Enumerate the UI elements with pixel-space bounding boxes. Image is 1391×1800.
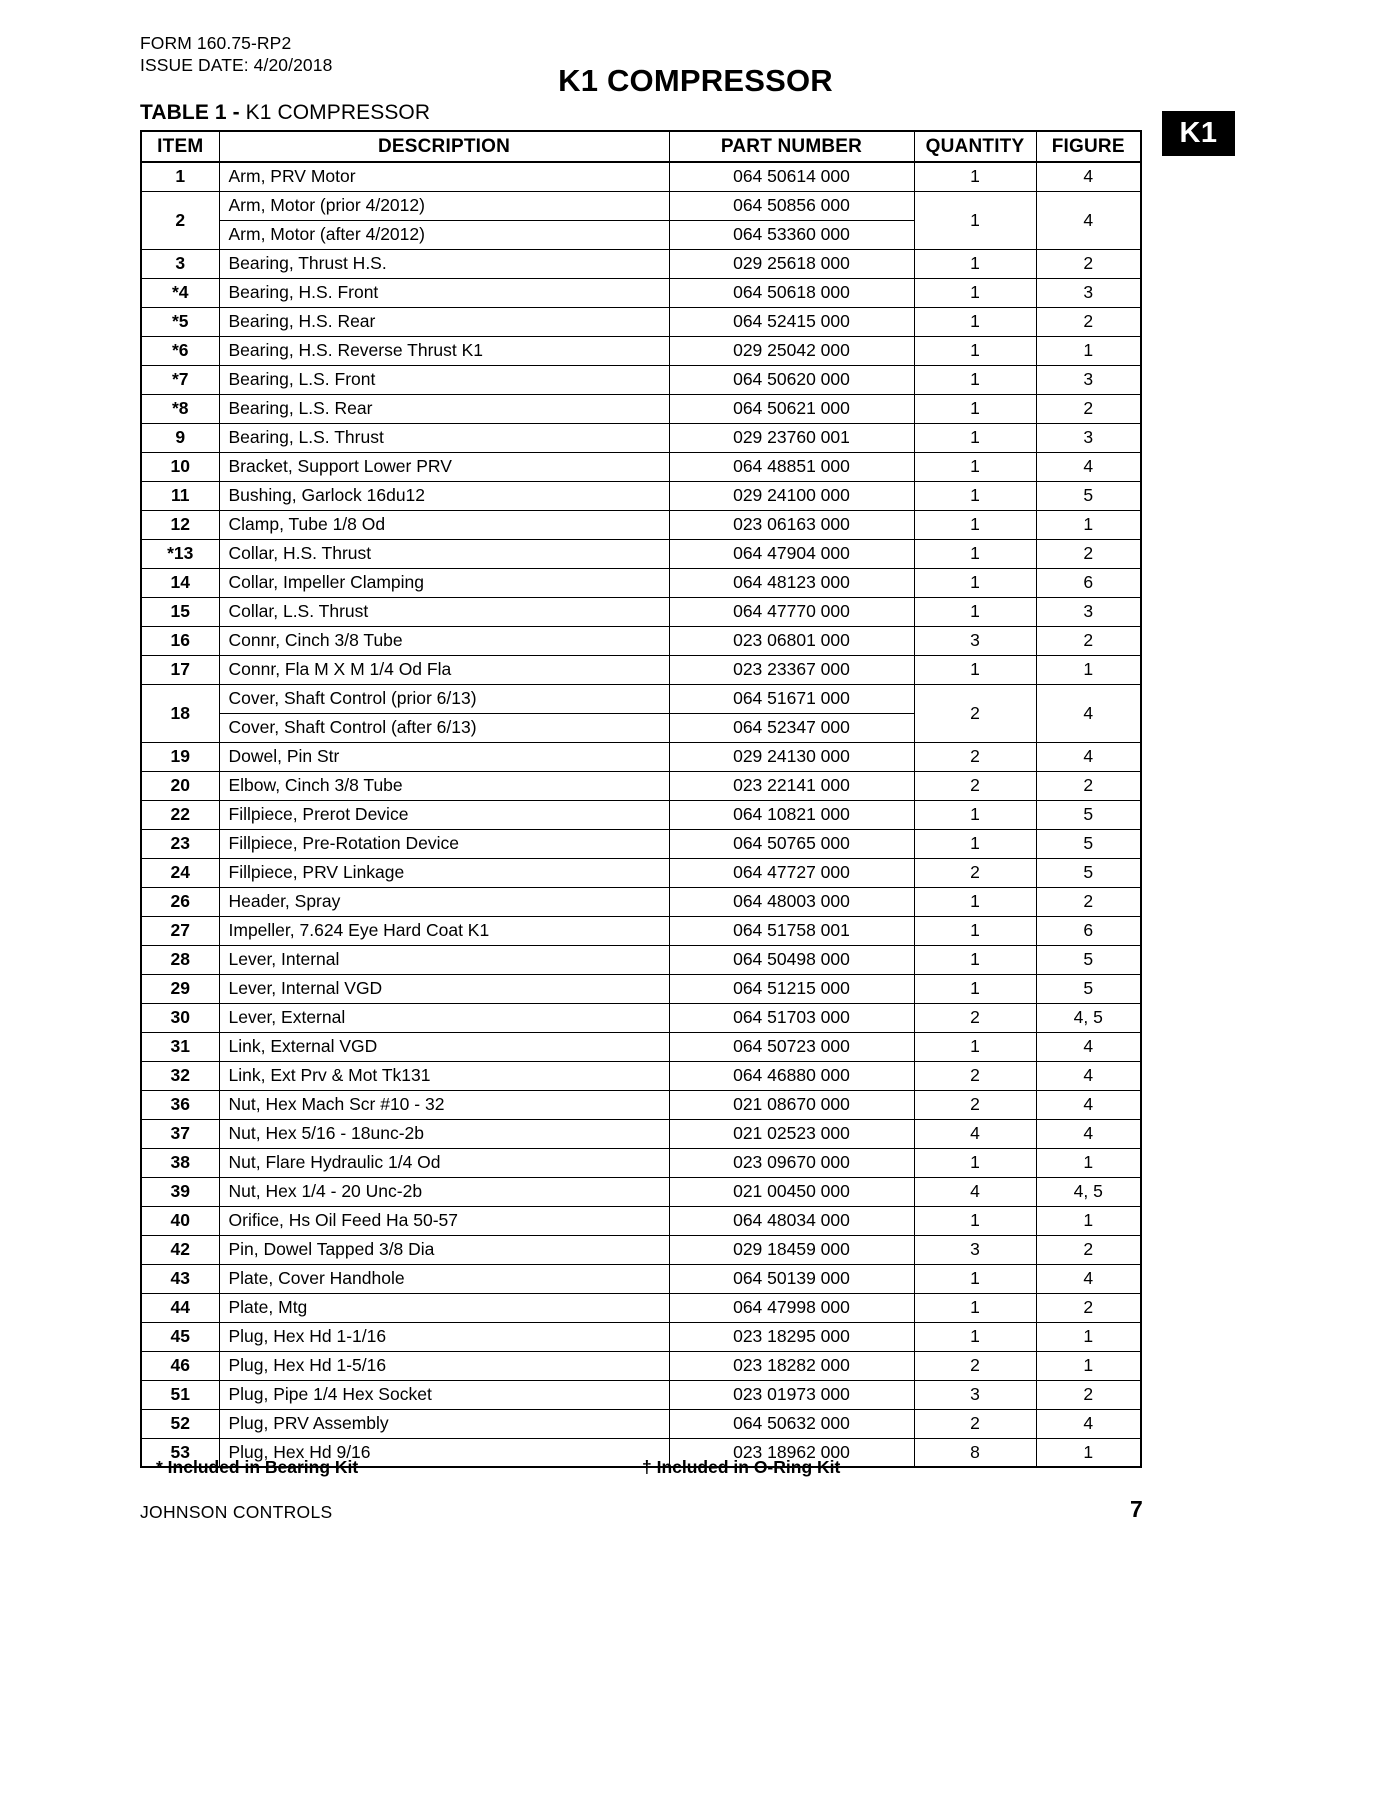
cell-quantity: 4	[914, 1177, 1036, 1206]
cell-description: Header, Spray	[219, 887, 669, 916]
cell-quantity: 2	[914, 1409, 1036, 1438]
table-row	[141, 1322, 1141, 1351]
cell-quantity: 1	[914, 800, 1036, 829]
cell-part-number: 029 25042 000	[669, 336, 914, 365]
cell-quantity: 8	[914, 1438, 1036, 1467]
page-title: K1 COMPRESSOR	[558, 63, 833, 98]
table-row	[141, 1380, 1141, 1409]
cell-part-number: 023 23367 000	[669, 655, 914, 684]
table-row	[141, 771, 1141, 800]
cell-part-number: 023 18295 000	[669, 1322, 914, 1351]
cell-quantity: 2	[914, 858, 1036, 887]
cell-figure: 4	[1036, 191, 1141, 249]
cell-figure: 4, 5	[1036, 1003, 1141, 1032]
cell-item: 45	[141, 1322, 219, 1351]
cell-figure: 2	[1036, 539, 1141, 568]
cell-description: Collar, L.S. Thrust	[219, 597, 669, 626]
cell-quantity: 1	[914, 452, 1036, 481]
cell-figure: 3	[1036, 365, 1141, 394]
table-row	[141, 1090, 1141, 1119]
cell-item: 11	[141, 481, 219, 510]
cell-description: Clamp, Tube 1/8 Od	[219, 510, 669, 539]
cell-item: 2	[141, 191, 219, 249]
cell-quantity: 1	[914, 394, 1036, 423]
cell-item: 18	[141, 684, 219, 742]
cell-quantity: 1	[914, 162, 1036, 191]
cell-item: *7	[141, 365, 219, 394]
cell-part-number: 064 50139 000	[669, 1264, 914, 1293]
cell-figure: 5	[1036, 481, 1141, 510]
cell-figure: 5	[1036, 829, 1141, 858]
cell-description: Link, External VGD	[219, 1032, 669, 1061]
cell-part-number: 064 50765 000	[669, 829, 914, 858]
table-row	[141, 1148, 1141, 1177]
cell-quantity: 1	[914, 1206, 1036, 1235]
cell-quantity: 3	[914, 1235, 1036, 1264]
cell-description: Lever, External	[219, 1003, 669, 1032]
cell-item: 29	[141, 974, 219, 1003]
cell-item: *6	[141, 336, 219, 365]
table-row	[141, 1293, 1141, 1322]
cell-quantity: 1	[914, 974, 1036, 1003]
table-row	[141, 162, 1141, 191]
cell-part-number: 023 18962 000	[669, 1438, 914, 1467]
cell-part-number: 064 50856 000	[669, 191, 914, 220]
cell-description: Impeller, 7.624 Eye Hard Coat K1	[219, 916, 669, 945]
table-row	[141, 684, 1141, 713]
cell-part-number: 023 01973 000	[669, 1380, 914, 1409]
cell-item: 30	[141, 1003, 219, 1032]
cell-figure: 4, 5	[1036, 1177, 1141, 1206]
cell-figure: 4	[1036, 1264, 1141, 1293]
cell-item: 28	[141, 945, 219, 974]
cell-item: 43	[141, 1264, 219, 1293]
cell-figure: 2	[1036, 1380, 1141, 1409]
cell-figure: 1	[1036, 1148, 1141, 1177]
table-row	[141, 742, 1141, 771]
cell-description: Arm, Motor (after 4/2012)	[219, 220, 669, 249]
footer-company: JOHNSON CONTROLS	[140, 1502, 333, 1522]
cell-quantity: 1	[914, 887, 1036, 916]
cell-figure: 2	[1036, 1235, 1141, 1264]
table-row	[141, 829, 1141, 858]
column-header-part-number: PART NUMBER	[669, 131, 914, 162]
cell-part-number: 064 48123 000	[669, 568, 914, 597]
cell-part-number: 021 08670 000	[669, 1090, 914, 1119]
cell-figure: 4	[1036, 1090, 1141, 1119]
table-row	[141, 423, 1141, 452]
cell-description: Nut, Hex 1/4 - 20 Unc-2b	[219, 1177, 669, 1206]
cell-figure: 4	[1036, 452, 1141, 481]
table-row	[141, 916, 1141, 945]
cell-description: Connr, Cinch 3/8 Tube	[219, 626, 669, 655]
cell-figure: 4	[1036, 162, 1141, 191]
table-caption	[140, 101, 430, 125]
cell-figure: 5	[1036, 974, 1141, 1003]
cell-description: Connr, Fla M X M 1/4 Od Fla	[219, 655, 669, 684]
footnote-oring-kit: † Included in O-Ring Kit	[642, 1457, 841, 1477]
cell-description: Nut, Flare Hydraulic 1/4 Od	[219, 1148, 669, 1177]
table-row	[141, 307, 1141, 336]
cell-quantity: 3	[914, 626, 1036, 655]
cell-item: 17	[141, 655, 219, 684]
cell-part-number: 023 18282 000	[669, 1351, 914, 1380]
issue-date: ISSUE DATE: 4/20/2018	[140, 55, 333, 75]
column-header-figure: FIGURE	[1036, 131, 1141, 162]
cell-item: 40	[141, 1206, 219, 1235]
cell-quantity: 1	[914, 481, 1036, 510]
cell-description: Cover, Shaft Control (prior 6/13)	[219, 684, 669, 713]
cell-figure: 3	[1036, 278, 1141, 307]
cell-item: 16	[141, 626, 219, 655]
cell-item: 36	[141, 1090, 219, 1119]
cell-description: Bracket, Support Lower PRV	[219, 452, 669, 481]
cell-quantity: 1	[914, 1264, 1036, 1293]
cell-description: Plate, Mtg	[219, 1293, 669, 1322]
cell-part-number: 064 50618 000	[669, 278, 914, 307]
cell-quantity: 1	[914, 829, 1036, 858]
cell-description: Plug, Hex Hd 1-5/16	[219, 1351, 669, 1380]
cell-figure: 1	[1036, 1351, 1141, 1380]
table-row	[141, 858, 1141, 887]
cell-item: 52	[141, 1409, 219, 1438]
cell-description: Fillpiece, Prerot Device	[219, 800, 669, 829]
table-row	[141, 1119, 1141, 1148]
cell-description: Fillpiece, PRV Linkage	[219, 858, 669, 887]
cell-description: Lever, Internal	[219, 945, 669, 974]
cell-figure: 4	[1036, 1409, 1141, 1438]
cell-description: Collar, Impeller Clamping	[219, 568, 669, 597]
cell-part-number: 029 24130 000	[669, 742, 914, 771]
cell-quantity: 2	[914, 1090, 1036, 1119]
cell-figure: 1	[1036, 1206, 1141, 1235]
cell-figure: 4	[1036, 684, 1141, 742]
cell-description: Bushing, Garlock 16du12	[219, 481, 669, 510]
table-row	[141, 365, 1141, 394]
cell-part-number: 064 52415 000	[669, 307, 914, 336]
table-row	[141, 1351, 1141, 1380]
cell-figure: 4	[1036, 742, 1141, 771]
table-row	[141, 539, 1141, 568]
cell-part-number: 064 50498 000	[669, 945, 914, 974]
cell-description: Plug, PRV Assembly	[219, 1409, 669, 1438]
form-code: FORM 160.75-RP2	[140, 33, 292, 53]
cell-item: 37	[141, 1119, 219, 1148]
cell-description: Orifice, Hs Oil Feed Ha 50-57	[219, 1206, 669, 1235]
parts-table	[140, 130, 1142, 1468]
cell-description: Plug, Hex Hd 9/16	[219, 1438, 669, 1467]
cell-figure: 1	[1036, 510, 1141, 539]
cell-item: 24	[141, 858, 219, 887]
column-header-item: ITEM	[141, 131, 219, 162]
footer-page-number: 7	[1130, 1496, 1143, 1522]
cell-part-number: 064 47904 000	[669, 539, 914, 568]
cell-item: *5	[141, 307, 219, 336]
cell-item: 39	[141, 1177, 219, 1206]
table-header	[141, 131, 1141, 162]
cell-quantity: 1	[914, 423, 1036, 452]
table-row	[141, 1177, 1141, 1206]
footnote-bearing-kit: * Included in Bearing Kit	[156, 1457, 359, 1477]
cell-quantity: 4	[914, 1119, 1036, 1148]
cell-figure: 4	[1036, 1061, 1141, 1090]
cell-description: Lever, Internal VGD	[219, 974, 669, 1003]
cell-part-number: 064 47770 000	[669, 597, 914, 626]
cell-description: Plate, Cover Handhole	[219, 1264, 669, 1293]
table-row	[141, 887, 1141, 916]
cell-quantity: 2	[914, 1061, 1036, 1090]
cell-item: 27	[141, 916, 219, 945]
cell-item: *8	[141, 394, 219, 423]
table-row	[141, 191, 1141, 220]
cell-description: Pin, Dowel Tapped 3/8 Dia	[219, 1235, 669, 1264]
table-row	[141, 452, 1141, 481]
cell-part-number: 064 50614 000	[669, 162, 914, 191]
table-row	[141, 481, 1141, 510]
cell-item: 31	[141, 1032, 219, 1061]
cell-part-number: 064 48034 000	[669, 1206, 914, 1235]
cell-item: 14	[141, 568, 219, 597]
table-row	[141, 597, 1141, 626]
cell-item: 9	[141, 423, 219, 452]
table-row	[141, 1032, 1141, 1061]
table-row	[141, 655, 1141, 684]
cell-quantity: 2	[914, 771, 1036, 800]
cell-part-number: 023 06163 000	[669, 510, 914, 539]
cell-figure: 2	[1036, 1293, 1141, 1322]
cell-figure: 6	[1036, 568, 1141, 597]
cell-quantity: 3	[914, 1380, 1036, 1409]
cell-part-number: 023 09670 000	[669, 1148, 914, 1177]
cell-item: 12	[141, 510, 219, 539]
cell-description: Nut, Hex 5/16 - 18unc-2b	[219, 1119, 669, 1148]
cell-description: Bearing, H.S. Front	[219, 278, 669, 307]
table-row	[141, 1235, 1141, 1264]
cell-item: 26	[141, 887, 219, 916]
table-row	[141, 974, 1141, 1003]
table-header-row	[141, 131, 1141, 162]
cell-item: 32	[141, 1061, 219, 1090]
table-row	[141, 1206, 1141, 1235]
cell-item: 19	[141, 742, 219, 771]
table-row	[141, 1264, 1141, 1293]
cell-figure: 4	[1036, 1119, 1141, 1148]
cell-description: Bearing, H.S. Reverse Thrust K1	[219, 336, 669, 365]
cell-quantity: 1	[914, 307, 1036, 336]
cell-item: 15	[141, 597, 219, 626]
table-row	[141, 278, 1141, 307]
cell-part-number: 064 51703 000	[669, 1003, 914, 1032]
cell-part-number: 029 23760 001	[669, 423, 914, 452]
cell-part-number: 029 25618 000	[669, 249, 914, 278]
cell-description: Fillpiece, Pre-Rotation Device	[219, 829, 669, 858]
cell-item: 3	[141, 249, 219, 278]
column-header-quantity: QUANTITY	[914, 131, 1036, 162]
cell-part-number: 064 48003 000	[669, 887, 914, 916]
cell-quantity: 1	[914, 1322, 1036, 1351]
cell-quantity: 1	[914, 1148, 1036, 1177]
cell-quantity: 1	[914, 568, 1036, 597]
cell-part-number: 064 50620 000	[669, 365, 914, 394]
table-row	[141, 626, 1141, 655]
cell-part-number: 029 24100 000	[669, 481, 914, 510]
table-row	[141, 1409, 1141, 1438]
cell-quantity: 2	[914, 742, 1036, 771]
cell-description: Bearing, Thrust H.S.	[219, 249, 669, 278]
cell-quantity: 1	[914, 539, 1036, 568]
cell-figure: 1	[1036, 1438, 1141, 1467]
cell-description: Bearing, L.S. Front	[219, 365, 669, 394]
cell-part-number: 029 18459 000	[669, 1235, 914, 1264]
cell-item: 22	[141, 800, 219, 829]
cell-figure: 3	[1036, 423, 1141, 452]
cell-figure: 3	[1036, 597, 1141, 626]
cell-description: Nut, Hex Mach Scr #10 - 32	[219, 1090, 669, 1119]
cell-figure: 2	[1036, 626, 1141, 655]
cell-figure: 2	[1036, 249, 1141, 278]
column-header-description: DESCRIPTION	[219, 131, 669, 162]
cell-part-number: 023 06801 000	[669, 626, 914, 655]
cell-part-number: 064 52347 000	[669, 713, 914, 742]
table-row	[141, 510, 1141, 539]
cell-part-number: 064 50621 000	[669, 394, 914, 423]
table-row	[141, 800, 1141, 829]
cell-description: Bearing, L.S. Thrust	[219, 423, 669, 452]
cell-part-number: 021 00450 000	[669, 1177, 914, 1206]
table-row	[141, 945, 1141, 974]
cell-description: Collar, H.S. Thrust	[219, 539, 669, 568]
cell-quantity: 2	[914, 1351, 1036, 1380]
table-row	[141, 394, 1141, 423]
cell-figure: 1	[1036, 655, 1141, 684]
cell-figure: 2	[1036, 394, 1141, 423]
table-row	[141, 1003, 1141, 1032]
cell-figure: 1	[1036, 1322, 1141, 1351]
cell-part-number: 064 50632 000	[669, 1409, 914, 1438]
cell-quantity: 2	[914, 684, 1036, 742]
cell-description: Plug, Pipe 1/4 Hex Socket	[219, 1380, 669, 1409]
cell-item: 38	[141, 1148, 219, 1177]
cell-description: Elbow, Cinch 3/8 Tube	[219, 771, 669, 800]
cell-quantity: 1	[914, 655, 1036, 684]
cell-figure: 2	[1036, 307, 1141, 336]
cell-item: 46	[141, 1351, 219, 1380]
cell-quantity: 2	[914, 1003, 1036, 1032]
cell-item: *4	[141, 278, 219, 307]
cell-quantity: 1	[914, 945, 1036, 974]
cell-description: Arm, Motor (prior 4/2012)	[219, 191, 669, 220]
table-row	[141, 249, 1141, 278]
cell-description: Bearing, H.S. Rear	[219, 307, 669, 336]
table-caption-label: TABLE 1 -	[140, 101, 240, 124]
cell-figure: 6	[1036, 916, 1141, 945]
cell-quantity: 1	[914, 510, 1036, 539]
cell-item: 51	[141, 1380, 219, 1409]
cell-quantity: 1	[914, 191, 1036, 249]
cell-quantity: 1	[914, 597, 1036, 626]
cell-item: 1	[141, 162, 219, 191]
cell-part-number: 064 10821 000	[669, 800, 914, 829]
cell-quantity: 1	[914, 278, 1036, 307]
cell-part-number: 021 02523 000	[669, 1119, 914, 1148]
cell-item: 44	[141, 1293, 219, 1322]
cell-quantity: 1	[914, 336, 1036, 365]
cell-item: 20	[141, 771, 219, 800]
cell-quantity: 1	[914, 1032, 1036, 1061]
cell-part-number: 064 51215 000	[669, 974, 914, 1003]
cell-figure: 4	[1036, 1032, 1141, 1061]
table-row	[141, 1061, 1141, 1090]
cell-description: Dowel, Pin Str	[219, 742, 669, 771]
section-tab-badge: K1	[1162, 111, 1235, 156]
cell-part-number: 064 50723 000	[669, 1032, 914, 1061]
cell-quantity: 1	[914, 365, 1036, 394]
cell-part-number: 064 51758 001	[669, 916, 914, 945]
table-body	[141, 162, 1141, 1467]
cell-part-number: 064 48851 000	[669, 452, 914, 481]
cell-quantity: 1	[914, 916, 1036, 945]
cell-description: Link, Ext Prv & Mot Tk131	[219, 1061, 669, 1090]
cell-part-number: 064 47998 000	[669, 1293, 914, 1322]
cell-figure: 5	[1036, 858, 1141, 887]
cell-figure: 2	[1036, 771, 1141, 800]
cell-description: Arm, PRV Motor	[219, 162, 669, 191]
table-row	[141, 568, 1141, 597]
cell-figure: 1	[1036, 336, 1141, 365]
cell-item: 53	[141, 1438, 219, 1467]
cell-figure: 2	[1036, 887, 1141, 916]
cell-part-number: 064 53360 000	[669, 220, 914, 249]
cell-figure: 5	[1036, 945, 1141, 974]
cell-quantity: 1	[914, 1293, 1036, 1322]
cell-description: Cover, Shaft Control (after 6/13)	[219, 713, 669, 742]
cell-part-number: 064 46880 000	[669, 1061, 914, 1090]
cell-part-number: 064 47727 000	[669, 858, 914, 887]
cell-item: 42	[141, 1235, 219, 1264]
cell-description: Bearing, L.S. Rear	[219, 394, 669, 423]
table-row	[141, 336, 1141, 365]
cell-item: *13	[141, 539, 219, 568]
cell-part-number: 064 51671 000	[669, 684, 914, 713]
cell-description: Plug, Hex Hd 1-1/16	[219, 1322, 669, 1351]
cell-item: 23	[141, 829, 219, 858]
cell-figure: 5	[1036, 800, 1141, 829]
table-caption-text: K1 COMPRESSOR	[239, 101, 431, 124]
cell-item: 10	[141, 452, 219, 481]
cell-quantity: 1	[914, 249, 1036, 278]
cell-part-number: 023 22141 000	[669, 771, 914, 800]
